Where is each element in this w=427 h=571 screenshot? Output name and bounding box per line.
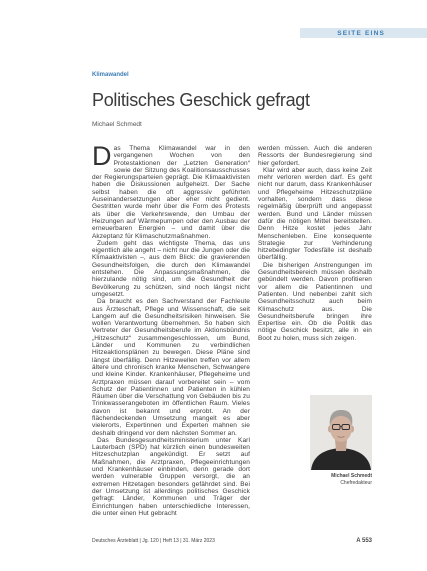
article-paragraph: Klar wird aber auch, dass keine Zeit mehr verloren werden darf. Es geht nicht nur darum, dass Krankenhäuser und Pflegeheime Hitzeschutzpläne vorhalten, sondern dass diese regelmäßig überprüft und angepasst werden. Bund und Länder müssen dafür die nötigen Mittel bereitstellen. Denn Hitze kostet jedes Jahr Menschenleben. Eine konsequente Strategie zur Verhinderung hitzebedingter Todesfälle ist deshalb überfällig.	[258, 166, 372, 262]
author-photo	[310, 395, 372, 470]
article-paragraph: Da braucht es den Sachverstand der Fachleute aus Ärzteschaft, Pflege und Wissenschaft, die seit Langem auf die Gesundheitsrisiken hinweisen. Sie wollen Verantwortung übernehmen. So haben sich Vertreter der Gesundheitsberufe im Aktionsbündnis „Hitzeschutz“ zusammengeschlossen, um Bund, Länder und Kommunen zu verbindlichen Hitzeaktionsplänen zu bewegen. Diese Pläne sind längst überfällig. Denn Hitzewellen treffen vor allem ältere und chronisch kranke Menschen, Schwangere und kleine Kinder. Krankenhäuser, Pflegeheime und Arztpraxen müssen darauf vorbereitet sein – vom Schutz der Patientinnen und Patienten in kühlen Räumen über die Verschattung von Gebäuden bis zu Trinkwasserangeboten im öffentlichen Raum. Vieles davon ist bekannt und erprobt. An der flächendeckenden Umsetzung mangelt es aber vielerorts, Expertinnen und Experten mahnen sie deshalb dringend vor dem nächsten Sommer an.	[92, 298, 250, 437]
article-kicker: Klimawandel	[92, 72, 129, 78]
right-column	[258, 145, 372, 342]
paragraph-text: as Thema Klimawandel war in den vergangenen Wochen von den Protestaktionen der „Letzten Generation“ sowie der Sitzung des Koalitionsausschusses der Regierungsparteien geprägt. Die Klimaaktivisten haben die Diskussionen aufgeheizt. Der Sache selbst haben die oft aggressiv geführten Auseinandersetzungen aber eher nicht gedient. Gestritten wurde mehr über die Form des Protests als über die Verkehrswende, den Umbau der Heizungen auf Wärmepumpen oder den Ausbau der erneuerbaren Energien – und damit über die Akzeptanz für Klimaschutzmaßnahmen.	[92, 145, 250, 240]
article-paragraph: Das Bundesgesundheitsministerium unter Karl Lauterbach (SPD) hat kürzlich einen bundesweiten Hitzeschutzplan angekündigt. Er setzt auf Maßnahmen, die Arztpraxen, Pflegeeinrichtungen und Krankenhäuser einbinden, denn gerade dort werden vulnerable Gruppen versorgt, die an extremen Hitzetagen besonders gefährdet sind. Bei der Umsetzung ist allerdings politisches Geschick gefragt: Länder, Kommunen und Träger der Einrichtungen haben unterschiedliche Interessen, die unter einen Hut gebracht	[92, 436, 250, 517]
section-label: SEITE EINS	[337, 29, 385, 37]
page-footer	[92, 538, 372, 545]
drop-cap: D	[92, 141, 112, 171]
article-title: Politisches Geschick gefragt	[92, 90, 310, 110]
article-paragraph: Zudem geht das wichtigste Thema, das uns eigentlich alle angeht – nicht nur die Jungen oder die Klimaaktivisten –, aus dem Blick: die gravierenden Gesundheitsfolgen, die durch den Klimawandel entstehen. Die Anpassungsmaßnahmen, die hierzulande nötig sind, um die Gesundheit der Bevölkerung zu schützen, sind noch längst nicht umgesetzt.	[92, 239, 250, 298]
author-byline: Michael Schmedt	[92, 121, 142, 128]
publication-line: Deutsches Ärzteblatt | Jg. 120 | Heft 13 | 31. März 2023	[92, 538, 215, 544]
photo-caption	[290, 473, 372, 486]
article-paragraph: werden müssen. Auch die anderen Ressorts der Bundesregierung sind hier gefordert.	[258, 145, 372, 167]
caption-name: Michael Schmedt	[331, 473, 372, 479]
article-paragraph: Die bisherigen Anstrengungen im Gesundheitsbereich müssen deshalb gebündelt werden. Davon profitieren vor allem die Patientinnen und Patienten. Und nebenbei zahlt sich Gesundheitsschutz auch beim Klimaschutz aus. Die Gesundheitsberufe bringen ihre Expertise ein. Ob die Politik das nötige Geschick besitzt, alle in ein Boot zu holen, muss sich zeigen.	[258, 261, 372, 342]
author-portrait-image	[310, 395, 372, 470]
caption-role: Chefredakteur	[340, 479, 372, 486]
page-number: A 553	[356, 538, 372, 544]
left-column	[92, 141, 250, 517]
article-paragraph	[92, 141, 250, 240]
section-band	[300, 28, 427, 38]
